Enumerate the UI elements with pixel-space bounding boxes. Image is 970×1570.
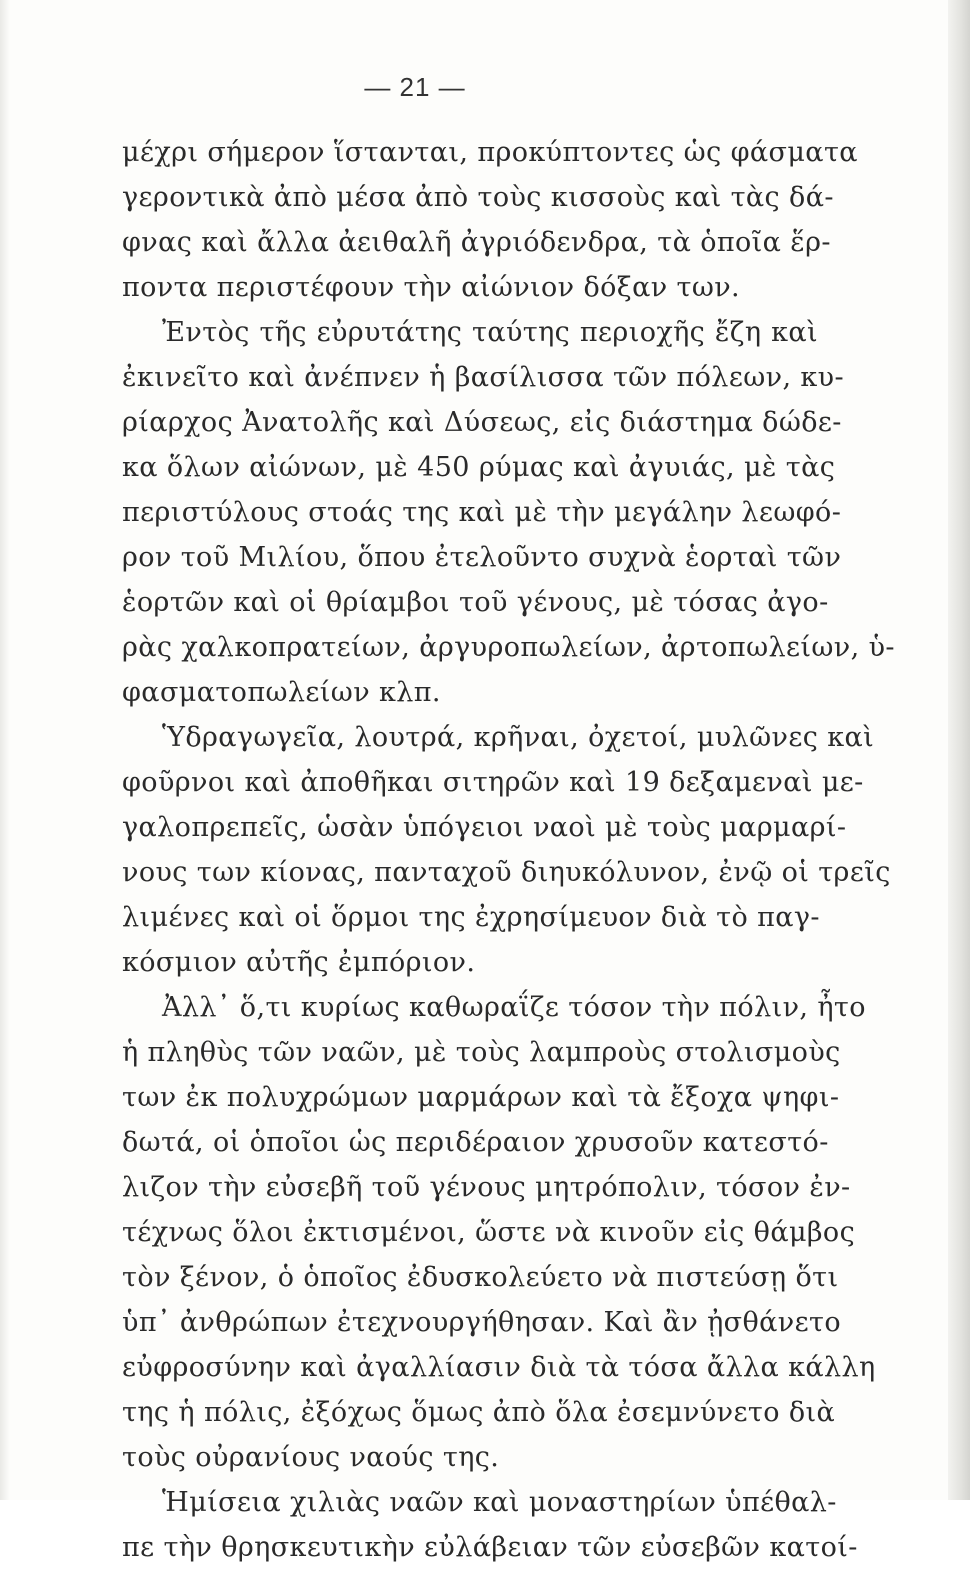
- text-line: των ἐκ πολυχρώμων μαρμάρων καὶ τὰ ἔξοχα ψηφι-: [122, 1082, 840, 1113]
- text-line: τοὺς οὐρανίους ναούς της.: [122, 1442, 500, 1473]
- text-line: Ἐντὸς τῆς εὐρυτάτης ταύτης περιοχῆς ἔζη καὶ: [162, 317, 818, 348]
- text-line: φασματοπωλείων κλπ.: [122, 677, 441, 708]
- text-line: ἡ πληθὺς τῶν ναῶν, μὲ τοὺς λαμπροὺς στολισμοὺς: [122, 1037, 841, 1068]
- text-line: Ὑδραγωγεῖα, λουτρά, κρῆναι, ὀχετοί, μυλῶνες καὶ: [162, 722, 875, 753]
- text-line: κόσμιον αὐτῆς ἐμπόριον.: [122, 947, 476, 978]
- text-line: ρίαρχος Ἀνατολῆς καὶ Δύσεως, εἰς διάστημα δώδε-: [122, 407, 842, 438]
- page-gutter-shadow: [0, 0, 10, 1500]
- text-line: φνας καὶ ἄλλα ἀειθαλῆ ἀγριόδενδρα, τὰ ὁποῖα ἕρ-: [122, 227, 831, 258]
- text-line: μέχρι σήμερον ἵστανται, προκύπτοντες ὡς φάσματα: [122, 137, 858, 168]
- text-line: λιμένες καὶ οἱ ὅρμοι της ἐχρησίμευον διὰ τὸ παγ-: [122, 902, 820, 933]
- text-line: περιστύλους στοάς της καὶ μὲ τὴν μεγάλην λεωφό-: [122, 497, 842, 528]
- text-line: τέχνως ὅλοι ἐκτισμένοι, ὥστε νὰ κινοῦν εἰς θάμβος: [122, 1217, 856, 1248]
- text-line: εὐφροσύνην καὶ ἀγαλλίασιν διὰ τὰ τόσα ἄλλα κάλλη: [122, 1352, 876, 1383]
- text-line: ἐκινεῖτο καὶ ἀνέπνεν ἡ βασίλισσα τῶν πόλεων, κυ-: [122, 362, 845, 393]
- text-line: ὑπ᾽ ἀνθρώπων ἐτεχνουργήθησαν. Καὶ ἂν ᾐσθάνετο: [122, 1307, 841, 1338]
- text-line: ποντα περιστέφουν τὴν αἰώνιον δόξαν των.: [122, 272, 741, 303]
- text-line: ἑορτῶν καὶ οἱ θρίαμβοι τοῦ γένους, μὲ τόσας ἀγο-: [122, 587, 829, 618]
- text-line: Ἀλλ᾽ ὅ,τι κυρίως καθωραΐζε τόσον τὴν πόλιν, ἦτο: [162, 992, 866, 1023]
- text-line: τὸν ξένον, ὁ ὁποῖος ἐδυσκολεύετο νὰ πιστεύσῃ ὅτι: [122, 1262, 839, 1293]
- text-line: γαλοπρεπεῖς, ὡσὰν ὑπόγειοι ναοὶ μὲ τοὺς μαρμαρί-: [122, 812, 847, 843]
- page-edge-shadow: [948, 0, 970, 1500]
- text-line: δωτά, οἱ ὁποῖοι ὡς περιδέραιον χρυσοῦν κατεστό-: [122, 1127, 829, 1158]
- body-text: [122, 130, 895, 1570]
- text-line: φοῦρνοι καὶ ἀποθῆκαι σιτηρῶν καὶ 19 δεξαμεναὶ με-: [122, 767, 864, 798]
- text-line: ρὰς χαλκοπρατείων, ἀργυροπωλείων, ἀρτοπωλείων, ὑ-: [122, 632, 895, 663]
- page-number: — 21 —: [364, 72, 466, 102]
- text-line: Ἡμίσεια χιλιὰς ναῶν καὶ μοναστηρίων ὑπέθαλ-: [162, 1487, 837, 1518]
- text-line: λιζον τὴν εὐσεβῆ τοῦ γένους μητρόπολιν, τόσον ἐν-: [122, 1172, 851, 1203]
- text-line: ρον τοῦ Μιλίου, ὅπου ἐτελοῦντο συχνὰ ἑορταὶ τῶν: [122, 542, 842, 573]
- text-line: της ἡ πόλις, ἐξόχως ὅμως ἀπὸ ὅλα ἐσεμνύνετο διὰ: [122, 1397, 836, 1428]
- text-line: κα ὅλων αἰώνων, μὲ 450 ρύμας καὶ ἀγυιάς, μὲ τὰς: [122, 452, 836, 483]
- text-line: νους των κίονας, πανταχοῦ διηυκόλυνον, ἐνῷ οἱ τρεῖς: [122, 857, 891, 888]
- text-line: πε τὴν θρησκευτικὴν εὐλάβειαν τῶν εὐσεβῶν κατοί-: [122, 1532, 858, 1563]
- text-line: γεροντικὰ ἀπὸ μέσα ἀπὸ τοὺς κισσοὺς καὶ τὰς δά-: [122, 182, 834, 213]
